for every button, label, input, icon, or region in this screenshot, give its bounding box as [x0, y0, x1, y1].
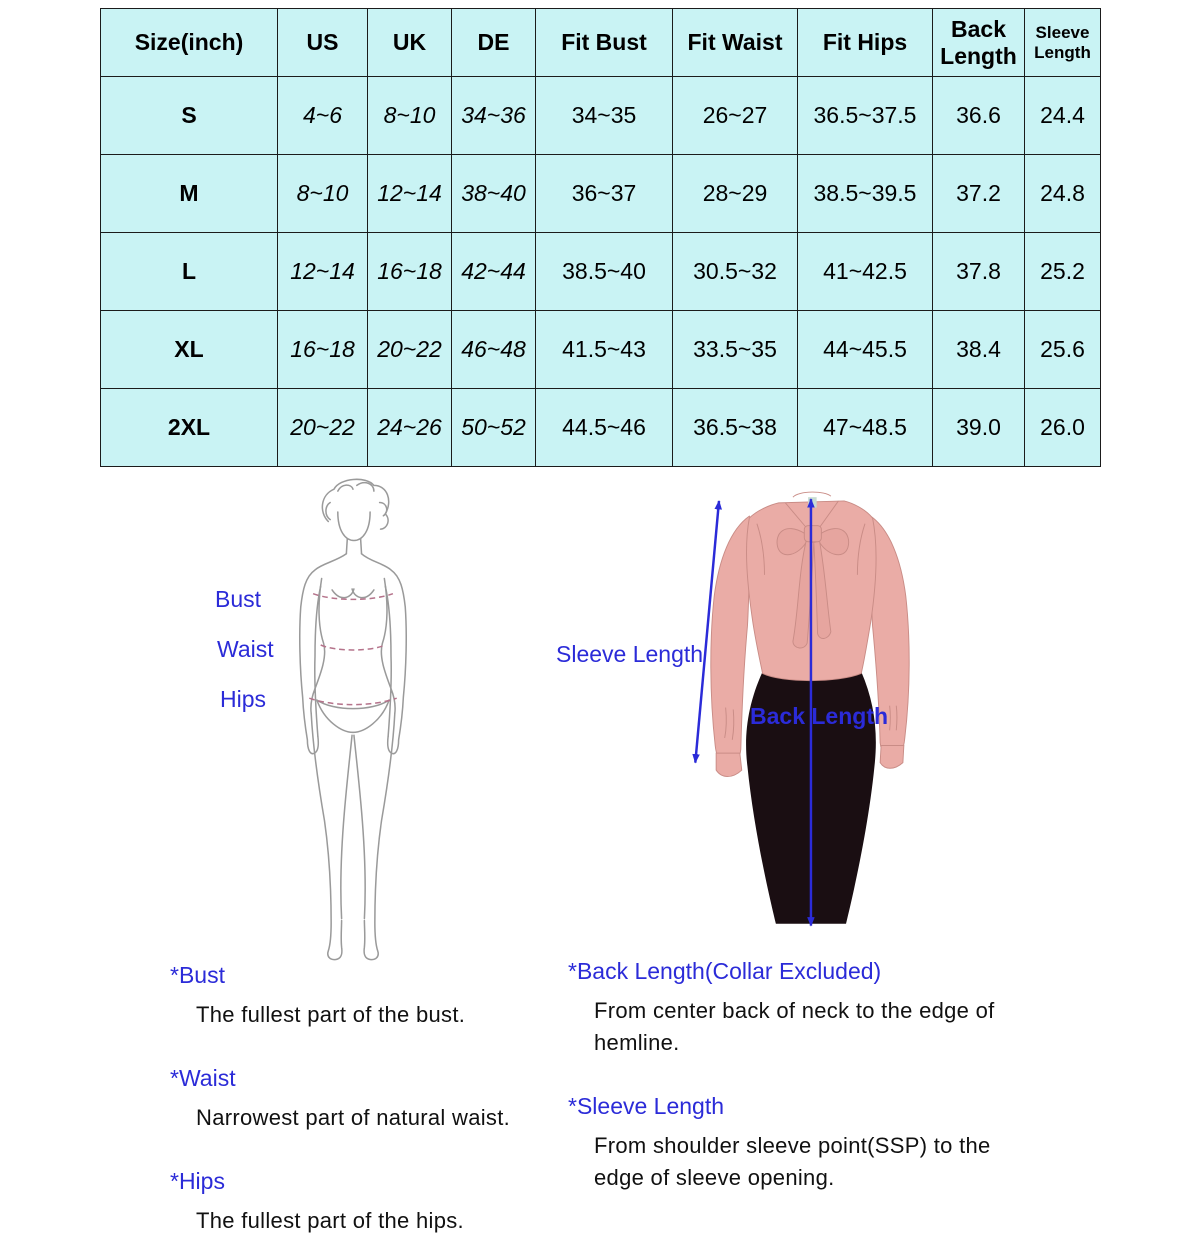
bust-note-title: *Bust: [170, 962, 225, 988]
table-cell: L: [101, 233, 278, 311]
column-header: Fit Hips: [798, 9, 933, 77]
bust-note-desc: The fullest part of the bust.: [196, 1002, 466, 1027]
table-cell: 16~18: [368, 233, 452, 311]
measurement-dashes: [309, 594, 396, 705]
column-header: UK: [368, 9, 452, 77]
hips-note-title: *Hips: [170, 1167, 225, 1194]
table-cell: S: [101, 77, 278, 155]
table-cell: 24~26: [368, 389, 452, 467]
table-cell: 34~35: [536, 77, 673, 155]
table-cell: 44~45.5: [798, 311, 933, 389]
table-cell: 50~52: [452, 389, 536, 467]
table-cell: 4~6: [278, 77, 368, 155]
table-cell: 38.5~39.5: [798, 155, 933, 233]
table-row: [101, 233, 1101, 311]
table-cell: 44.5~46: [536, 389, 673, 467]
table-cell: 26.0: [1025, 389, 1101, 467]
column-header: Size(inch): [101, 9, 278, 77]
column-header: DE: [452, 9, 536, 77]
table-cell: 24.8: [1025, 155, 1101, 233]
back-length-note-desc: From center back of neck to the edge of hemline.: [594, 998, 995, 1055]
sleeve-length-label: Sleeve Length: [556, 641, 704, 667]
column-header: Back Length: [933, 9, 1025, 77]
table-cell: 39.0: [933, 389, 1025, 467]
table-cell: 12~14: [368, 155, 452, 233]
back-length-note-title: *Back Length(Collar Excluded): [568, 958, 882, 984]
column-header: Fit Bust: [536, 9, 673, 77]
table-cell: 30.5~32: [673, 233, 798, 311]
body-figure-illustration: [258, 474, 448, 968]
table-cell: 37.8: [933, 233, 1025, 311]
table-cell: 25.6: [1025, 311, 1101, 389]
neck-tag: [808, 497, 817, 507]
table-cell: 38.4: [933, 311, 1025, 389]
table-cell: 47~48.5: [798, 389, 933, 467]
column-header: Sleeve Length: [1025, 9, 1101, 77]
table-cell: 38~40: [452, 155, 536, 233]
table-cell: 26~27: [673, 77, 798, 155]
size-chart-table: [100, 8, 1101, 467]
table-cell: 38.5~40: [536, 233, 673, 311]
table-cell: 25.2: [1025, 233, 1101, 311]
table-cell: 2XL: [101, 389, 278, 467]
table-cell: 20~22: [368, 311, 452, 389]
table-cell: 28~29: [673, 155, 798, 233]
table-cell: 8~10: [278, 155, 368, 233]
table-cell: 46~48: [452, 311, 536, 389]
column-header: US: [278, 9, 368, 77]
table-cell: 36.5~38: [673, 389, 798, 467]
table-cell: 34~36: [452, 77, 536, 155]
table-row: [101, 389, 1101, 467]
table-cell: 41.5~43: [536, 311, 673, 389]
column-header: Fit Waist: [673, 9, 798, 77]
hips-note-desc: The fullest part of the hips.: [196, 1207, 464, 1233]
sleeve-length-note-title: *Sleeve Length: [568, 1092, 725, 1119]
hips-label: Hips: [220, 686, 267, 712]
waist-note-desc: Narrowest part of natural waist.: [196, 1104, 511, 1130]
table-cell: 16~18: [278, 311, 368, 389]
waist-note-title: *Waist: [170, 1064, 236, 1091]
table-cell: 41~42.5: [798, 233, 933, 311]
table-row: [101, 311, 1101, 389]
sleeve-length-note-desc: From shoulder sleeve point(SSP) to the edge of sleeve opening.: [594, 1132, 991, 1190]
table-row: [101, 155, 1101, 233]
table-row: [101, 77, 1101, 155]
table-cell: 36.6: [933, 77, 1025, 155]
table-cell: 36~37: [536, 155, 673, 233]
table-cell: 36.5~37.5: [798, 77, 933, 155]
back-length-label: Back Length: [750, 703, 889, 729]
table-cell: 37.2: [933, 155, 1025, 233]
table-cell: 42~44: [452, 233, 536, 311]
measurement-notes-right: [568, 958, 1038, 1194]
table-cell: 12~14: [278, 233, 368, 311]
table-header-row: [101, 9, 1101, 77]
measurement-notes-left: [170, 962, 570, 1237]
table-cell: 33.5~35: [673, 311, 798, 389]
table-cell: 20~22: [278, 389, 368, 467]
waist-label: Waist: [217, 636, 274, 662]
table-cell: 8~10: [368, 77, 452, 155]
table-cell: M: [101, 155, 278, 233]
table-cell: 24.4: [1025, 77, 1101, 155]
bust-label: Bust: [215, 586, 262, 612]
table-cell: XL: [101, 311, 278, 389]
